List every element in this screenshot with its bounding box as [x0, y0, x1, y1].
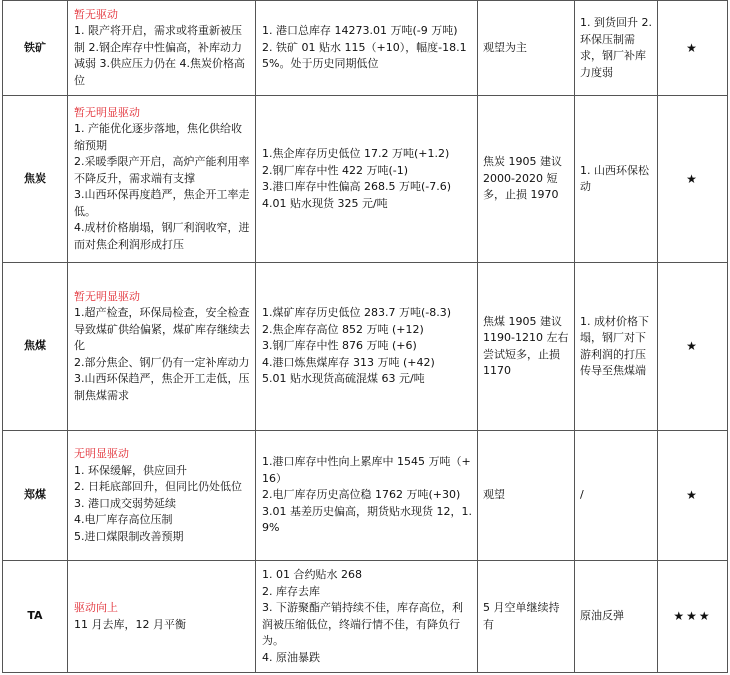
view-cell: 观望为主	[478, 1, 575, 96]
rating-stars: ★	[658, 1, 728, 96]
driver-text: 1. 产能优化逐步落地，焦化供给收缩预期	[74, 122, 242, 152]
driver-text: 3. 港口成交弱势延续	[74, 496, 176, 510]
driver-text: 2.部分焦企、钢厂仍有一定补库动力	[74, 355, 250, 369]
risk-cell: 1. 山西环保松动	[575, 96, 658, 263]
commodity-name: 焦煤	[3, 263, 68, 431]
view-cell: 观望	[478, 431, 575, 561]
driver-text: 4.电厂库存高位压制	[74, 513, 173, 526]
rating-stars: ★	[658, 96, 728, 263]
risk-cell: /	[575, 431, 658, 561]
driver-status: 驱动向上	[74, 601, 118, 614]
driver-text: 1. 环保缓解，供应回升	[74, 463, 187, 477]
data-text: 2. 库存去库	[262, 584, 320, 598]
commodity-name: TA	[3, 561, 68, 673]
data-text: 4.港口炼焦煤库存 313 万吨 (+42)	[262, 355, 435, 369]
data-text: 5.01 贴水现货高硫混煤 63 元/吨	[262, 372, 425, 386]
driver-text: 4.成材价格崩塌，钢厂利润收窄，进而对焦企利润形成打压	[74, 221, 250, 251]
commodity-name: 铁矿	[3, 1, 68, 96]
driver-cell	[68, 431, 256, 561]
data-text: 1.煤矿库存历史低位 283.7 万吨(-8.3)	[262, 306, 452, 320]
driver-cell	[68, 263, 256, 431]
table-row	[3, 431, 728, 561]
driver-cell	[68, 1, 256, 96]
driver-status: 暂无明显驱动	[74, 105, 140, 119]
risk-cell: 1. 成材价格下塌，钢厂对下游利润的打压传导至焦煤端	[575, 263, 658, 431]
view-cell: 焦炭 1905 建议 2000-2020 短多，止损 1970	[478, 96, 575, 263]
driver-status: 暂无驱动	[74, 7, 118, 21]
view-cell: 5 月空单继续持有	[478, 561, 575, 673]
data-text: 2. 铁矿 01 贴水 115（+10），幅度-18.15%。处于历史同期低位	[262, 40, 467, 71]
driver-text: 11 月去库，12 月平衡	[74, 617, 186, 631]
rating-stars: ★★★	[658, 561, 728, 673]
table-row	[3, 1, 728, 96]
data-text: 4. 原油暴跌	[262, 650, 320, 664]
data-text: 2.焦企库存高位 852 万吨 (+12)	[262, 322, 424, 336]
data-text: 2.钢厂库存中性 422 万吨(-1)	[262, 163, 409, 177]
data-cell	[256, 263, 478, 431]
data-cell	[256, 96, 478, 263]
rating-stars: ★	[658, 263, 728, 431]
data-text: 3. 下游聚酯产销持续不佳，库存高位，利润被压缩低位，终端行情不佳，有降负行为。	[262, 601, 463, 647]
table-row	[3, 96, 728, 263]
driver-status: 暂无明显驱动	[74, 289, 140, 303]
driver-text: 1.超产检查，环保局检查，安全检查导致煤矿供给偏紧，煤矿库存继续去化	[74, 306, 250, 353]
driver-text: 2. 日耗底部回升，但同比仍处低位	[74, 480, 242, 493]
driver-text: 3.山西环保趋严，焦企开工走低，压制焦煤需求	[74, 372, 250, 402]
data-text: 2.电厂库存历史高位稳 1762 万吨(+30)	[262, 488, 461, 502]
driver-status: 无明显驱动	[74, 447, 129, 460]
data-text: 4.01 贴水现货 325 元/吨	[262, 196, 388, 210]
driver-cell	[68, 561, 256, 673]
rating-stars: ★	[658, 431, 728, 561]
data-cell	[256, 561, 478, 673]
table-row	[3, 561, 728, 673]
data-text: 1.港口库存中性向上累库中 1545 万吨（+16）	[262, 455, 471, 485]
driver-cell	[68, 96, 256, 263]
data-cell	[256, 431, 478, 561]
data-text: 1.焦企库存历史低位 17.2 万吨(+1.2)	[262, 147, 450, 160]
commodity-name: 郑煤	[3, 431, 68, 561]
data-text: 3.钢厂库存中性 876 万吨 (+6)	[262, 339, 417, 353]
data-text: 3.港口库存中性偏高 268.5 万吨(-7.6)	[262, 180, 452, 193]
view-cell: 焦煤 1905 建议 1190-1210 左右尝试短多，止损 1170	[478, 263, 575, 431]
commodity-strategy-table	[2, 0, 728, 673]
driver-text: 3.山西环保再度趋严，焦企开工率走低。	[74, 188, 250, 218]
table-row	[3, 263, 728, 431]
driver-text: 1. 限产将开启，需求或将重新被压制 2.钢企库存中性偏高，补库动力减弱 3.供应压力仍在 4.焦炭价格高位	[74, 24, 245, 87]
driver-text: 5.进口煤限制改善预期	[74, 529, 184, 543]
data-text: 1. 01 合约贴水 268	[262, 568, 362, 581]
data-text: 3.01 基差历史偏高，期货贴水现货 12，1.9%	[262, 504, 472, 535]
commodity-name: 焦炭	[3, 96, 68, 263]
data-text: 1. 港口总库存 14273.01 万吨(-9 万吨)	[262, 24, 458, 38]
driver-text: 2.采暖季限产开启，高炉产能利用率不降反升，需求端有支撑	[74, 155, 250, 185]
data-cell	[256, 1, 478, 96]
risk-cell: 原油反弹	[575, 561, 658, 673]
risk-cell: 1. 到货回升 2.环保压制需求，钢厂补库力度弱	[575, 1, 658, 96]
